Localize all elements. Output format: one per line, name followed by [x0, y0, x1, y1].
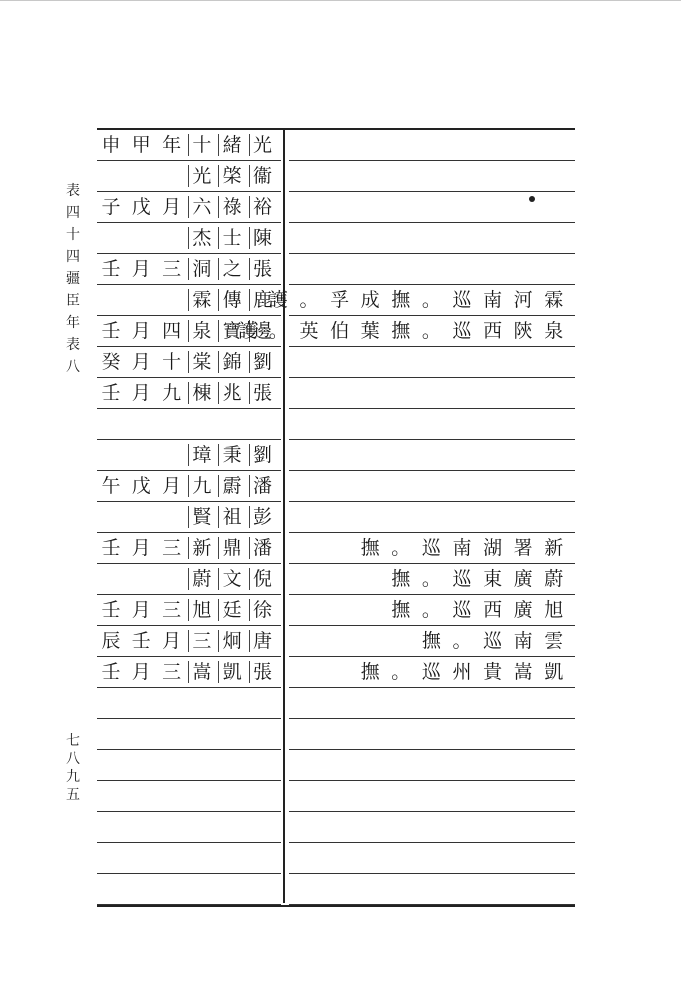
- glyph: 棨: [222, 165, 242, 187]
- appointment-cell: [289, 657, 573, 687]
- table-row: [97, 812, 575, 843]
- glyph: 光: [252, 134, 272, 156]
- glyph: 彭: [252, 506, 272, 528]
- name-marker-line: [218, 227, 219, 249]
- glyph: 撫: [391, 320, 411, 342]
- appointment-cell: [289, 781, 573, 811]
- glyph: 撫: [421, 630, 441, 652]
- name-marker-line: [218, 444, 219, 466]
- glyph: 徐: [252, 599, 272, 621]
- glyph: 。: [268, 320, 288, 342]
- table-row: [97, 564, 575, 595]
- glyph: 三: [162, 599, 182, 621]
- glyph: 撫: [391, 599, 411, 621]
- glyph: 祿: [222, 196, 242, 218]
- name-marker-line: [188, 568, 189, 590]
- page-top-edge: [0, 0, 681, 1]
- official-cell: [97, 874, 279, 904]
- glyph: 十: [162, 351, 182, 373]
- name-marker-line: [188, 289, 189, 311]
- name-marker-line: [188, 258, 189, 280]
- name-marker-line: [188, 382, 189, 404]
- appointment-cell: [289, 595, 573, 625]
- appointment-cell: [289, 688, 573, 718]
- table-row: [97, 471, 575, 502]
- glyph: 壬: [101, 537, 121, 559]
- glyph: 壬: [101, 661, 121, 683]
- name-marker-line: [249, 444, 250, 466]
- appointment-cell: [289, 130, 573, 160]
- glyph: 寶: [222, 320, 242, 342]
- glyph: 棠: [192, 351, 212, 373]
- glyph: 十: [192, 134, 212, 156]
- official-cell: [97, 223, 279, 253]
- name-marker-line: [218, 134, 219, 156]
- glyph: 劉: [252, 351, 272, 373]
- glyph: 申: [101, 134, 121, 156]
- glyph: 賢: [192, 506, 212, 528]
- glyph: 月: [162, 475, 182, 497]
- glyph: 兆: [222, 382, 242, 404]
- name-marker-line: [218, 382, 219, 404]
- official-cell: [97, 533, 279, 563]
- name-marker-line: [249, 382, 250, 404]
- glyph: 月: [162, 630, 182, 652]
- name-marker-line: [218, 165, 219, 187]
- name-marker-line: [188, 630, 189, 652]
- glyph: 年: [162, 134, 182, 156]
- glyph: 河: [513, 289, 533, 311]
- glyph: 旭: [544, 599, 564, 621]
- official-cell: [97, 285, 279, 315]
- appointment-cell: [289, 254, 573, 284]
- name-marker-line: [249, 599, 250, 621]
- glyph: 巡: [452, 289, 472, 311]
- glyph: 裕: [252, 196, 272, 218]
- name-marker-line: [218, 568, 219, 590]
- name-marker-line: [249, 506, 250, 528]
- name-marker-line: [188, 320, 189, 342]
- glyph: 巡: [452, 568, 472, 590]
- name-marker-line: [218, 320, 219, 342]
- glyph: 六: [192, 196, 212, 218]
- glyph: 。: [421, 599, 441, 621]
- glyph: 甲: [131, 134, 151, 156]
- appointment-cell: [268, 285, 573, 315]
- glyph: 廣: [513, 568, 533, 590]
- appointment-cell: [289, 750, 573, 780]
- appointment-cell: [289, 161, 573, 191]
- glyph: 張: [252, 661, 272, 683]
- name-marker-line: [218, 289, 219, 311]
- glyph: 張: [252, 258, 272, 280]
- official-cell: [97, 657, 279, 687]
- name-marker-line: [249, 661, 250, 683]
- glyph: 。: [391, 537, 411, 559]
- name-marker-line: [218, 475, 219, 497]
- glyph: 士: [222, 227, 242, 249]
- glyph: 三: [192, 630, 212, 652]
- glyph: 四: [162, 320, 182, 342]
- official-cell: [97, 750, 279, 780]
- appointment-cell: [289, 502, 573, 532]
- glyph: 三: [162, 537, 182, 559]
- glyph: 壬: [131, 630, 151, 652]
- glyph: 西: [483, 320, 503, 342]
- glyph: 陳: [252, 227, 272, 249]
- glyph: 癸: [101, 351, 121, 373]
- glyph: 月: [131, 382, 151, 404]
- glyph: 秉: [222, 444, 242, 466]
- glyph: 護: [238, 320, 258, 342]
- official-cell: [97, 409, 279, 439]
- name-marker-line: [249, 227, 250, 249]
- glyph: 凱: [222, 661, 242, 683]
- glyph: 。: [421, 320, 441, 342]
- glyph: 護: [268, 289, 288, 311]
- glyph: 霖: [544, 289, 564, 311]
- glyph: 廣: [513, 599, 533, 621]
- name-marker-line: [188, 134, 189, 156]
- glyph: 壬: [101, 382, 121, 404]
- glyph: 西: [483, 599, 503, 621]
- glyph: 霨: [222, 475, 242, 497]
- glyph: 倪: [252, 568, 272, 590]
- name-marker-line: [188, 227, 189, 249]
- official-cell: [97, 843, 279, 873]
- official-cell: [97, 812, 279, 842]
- name-marker-line: [218, 661, 219, 683]
- glyph: 壬: [101, 320, 121, 342]
- glyph: 東: [483, 568, 503, 590]
- glyph: 戊: [131, 475, 151, 497]
- glyph: 巡: [421, 661, 441, 683]
- name-marker-line: [188, 599, 189, 621]
- glyph: 衞: [252, 165, 272, 187]
- appointment-cell: [289, 409, 573, 439]
- appointment-cell: [289, 471, 573, 501]
- name-marker-line: [249, 630, 250, 652]
- glyph: 壬: [101, 599, 121, 621]
- name-marker-line: [218, 196, 219, 218]
- official-cell: [97, 161, 279, 191]
- glyph: 孚: [330, 289, 350, 311]
- table-row: [97, 657, 575, 688]
- glyph: 新: [192, 537, 212, 559]
- name-marker-line: [188, 506, 189, 528]
- table-row: [97, 595, 575, 626]
- glyph: 祖: [222, 506, 242, 528]
- glyph: 撫: [391, 568, 411, 590]
- glyph: 南: [513, 630, 533, 652]
- glyph: 撫: [360, 661, 380, 683]
- official-cell: [97, 347, 279, 377]
- official-cell: [97, 378, 279, 408]
- glyph: 棟: [192, 382, 212, 404]
- table-row: [97, 254, 575, 285]
- name-marker-line: [249, 475, 250, 497]
- official-cell: [97, 254, 279, 284]
- glyph: 鼎: [222, 537, 242, 559]
- official-cell: [97, 719, 279, 749]
- official-cell: [97, 130, 279, 160]
- glyph: 新: [544, 537, 564, 559]
- official-cell: [97, 781, 279, 811]
- appointment-cell: [238, 316, 573, 346]
- glyph: 緒: [222, 134, 242, 156]
- glyph: 州: [452, 661, 472, 683]
- glyph: 蔚: [544, 568, 564, 590]
- appointment-cell: [289, 347, 573, 377]
- name-marker-line: [249, 568, 250, 590]
- glyph: 璋: [192, 444, 212, 466]
- name-marker-line: [249, 196, 250, 218]
- name-marker-line: [218, 537, 219, 559]
- glyph: 邊: [252, 320, 272, 342]
- name-marker-line: [249, 134, 250, 156]
- glyph: 嵩: [192, 661, 212, 683]
- glyph: 。: [391, 661, 411, 683]
- glyph: 蔚: [192, 568, 212, 590]
- table-row: [97, 316, 575, 347]
- glyph: 巡: [452, 320, 472, 342]
- glyph: 三: [162, 258, 182, 280]
- glyph: 霖: [192, 289, 212, 311]
- glyph: 潘: [252, 537, 272, 559]
- row-rule: [97, 904, 281, 905]
- glyph: 。: [421, 568, 441, 590]
- table-row: [97, 285, 575, 316]
- glyph: 泉: [192, 320, 212, 342]
- glyph: 巡: [452, 599, 472, 621]
- appointment-cell: [289, 874, 573, 904]
- glyph: 巡: [483, 630, 503, 652]
- glyph: 文: [222, 568, 242, 590]
- glyph: 月: [131, 351, 151, 373]
- glyph: 張: [252, 382, 272, 404]
- table-row: [97, 874, 575, 905]
- glyph: 署: [513, 537, 533, 559]
- table-row: [97, 502, 575, 533]
- name-marker-line: [249, 165, 250, 187]
- appointment-cell: [289, 626, 573, 656]
- appointment-cell: [289, 440, 573, 470]
- table-row: [97, 440, 575, 471]
- official-cell: [97, 688, 279, 718]
- official-cell: [97, 440, 279, 470]
- glyph: 南: [452, 537, 472, 559]
- table-row: [97, 626, 575, 657]
- glyph: 月: [131, 258, 151, 280]
- appointment-cell: [289, 223, 573, 253]
- appointment-cell: [289, 378, 573, 408]
- row-rule: [289, 904, 575, 905]
- name-marker-line: [218, 599, 219, 621]
- official-cell: [97, 595, 279, 625]
- glyph: 貴: [483, 661, 503, 683]
- glyph: 月: [131, 537, 151, 559]
- glyph: 午: [101, 475, 121, 497]
- name-marker-line: [188, 165, 189, 187]
- appointment-cell: [289, 812, 573, 842]
- glyph: 戊: [131, 196, 151, 218]
- side-title: 表四十四 疆臣年表八: [66, 183, 94, 375]
- glyph: 壬: [101, 258, 121, 280]
- name-marker-line: [218, 630, 219, 652]
- glyph: 泉: [544, 320, 564, 342]
- table-row: [97, 843, 575, 874]
- table-row: [97, 378, 575, 409]
- official-cell: [97, 471, 279, 501]
- official-cell: [97, 502, 279, 532]
- glyph: 撫: [391, 289, 411, 311]
- glyph: 凱: [544, 661, 564, 683]
- glyph: 陝: [513, 320, 533, 342]
- glyph: 唐: [252, 630, 272, 652]
- glyph: 洞: [192, 258, 212, 280]
- appointment-cell: [289, 564, 573, 594]
- glyph: 葉: [360, 320, 380, 342]
- appointment-cell: [289, 719, 573, 749]
- name-marker-line: [188, 475, 189, 497]
- name-marker-line: [188, 661, 189, 683]
- glyph: 巡: [421, 537, 441, 559]
- glyph: 月: [131, 661, 151, 683]
- name-marker-line: [218, 351, 219, 373]
- glyph: 傳: [222, 289, 242, 311]
- name-marker-line: [218, 506, 219, 528]
- appointment-cell: [289, 533, 573, 563]
- name-marker-line: [249, 537, 250, 559]
- glyph: 旭: [192, 599, 212, 621]
- glyph: 伯: [330, 320, 350, 342]
- table-row: [97, 688, 575, 719]
- glyph: 辰: [101, 630, 121, 652]
- table-row: [97, 192, 575, 223]
- glyph: 月: [131, 320, 151, 342]
- name-marker-line: [218, 258, 219, 280]
- table-row: [97, 161, 575, 192]
- name-marker-line: [188, 196, 189, 218]
- table-row: [97, 347, 575, 378]
- glyph: 九: [192, 475, 212, 497]
- table-row: [97, 750, 575, 781]
- name-marker-line: [249, 289, 250, 311]
- glyph: 子: [101, 196, 121, 218]
- table-row: [97, 223, 575, 254]
- page-number: 七八九五: [66, 733, 80, 803]
- table-row: [97, 719, 575, 750]
- chronology-table: [97, 128, 575, 908]
- table-row: [97, 409, 575, 440]
- glyph: 。: [421, 289, 441, 311]
- glyph: 月: [162, 196, 182, 218]
- glyph: 雲: [544, 630, 564, 652]
- glyph: 潘: [252, 475, 272, 497]
- glyph: 湖: [483, 537, 503, 559]
- glyph: 九: [162, 382, 182, 404]
- appointment-cell: [289, 192, 573, 222]
- official-cell: [97, 626, 279, 656]
- glyph: 光: [192, 165, 212, 187]
- official-cell: [97, 564, 279, 594]
- glyph: 鹿: [252, 289, 272, 311]
- official-cell: [97, 192, 279, 222]
- glyph: 南: [483, 289, 503, 311]
- name-marker-line: [249, 351, 250, 373]
- glyph: 嵩: [513, 661, 533, 683]
- name-marker-line: [249, 258, 250, 280]
- name-marker-line: [188, 351, 189, 373]
- glyph: 三: [162, 661, 182, 683]
- glyph: 之: [222, 258, 242, 280]
- glyph: 撫: [360, 537, 380, 559]
- glyph: 。: [452, 630, 472, 652]
- table-row: [97, 130, 575, 161]
- table-row: [97, 781, 575, 812]
- glyph: 月: [131, 599, 151, 621]
- glyph: 英: [299, 320, 319, 342]
- bottom-rule: [97, 905, 575, 907]
- name-marker-line: [188, 537, 189, 559]
- glyph: 炯: [222, 630, 242, 652]
- appointment-cell: [289, 843, 573, 873]
- name-marker-line: [188, 444, 189, 466]
- glyph: 廷: [222, 599, 242, 621]
- glyph: 杰: [192, 227, 212, 249]
- glyph: 錦: [222, 351, 242, 373]
- glyph: 。: [299, 289, 319, 311]
- glyph: 成: [360, 289, 380, 311]
- table-row: [97, 533, 575, 564]
- glyph: 劉: [252, 444, 272, 466]
